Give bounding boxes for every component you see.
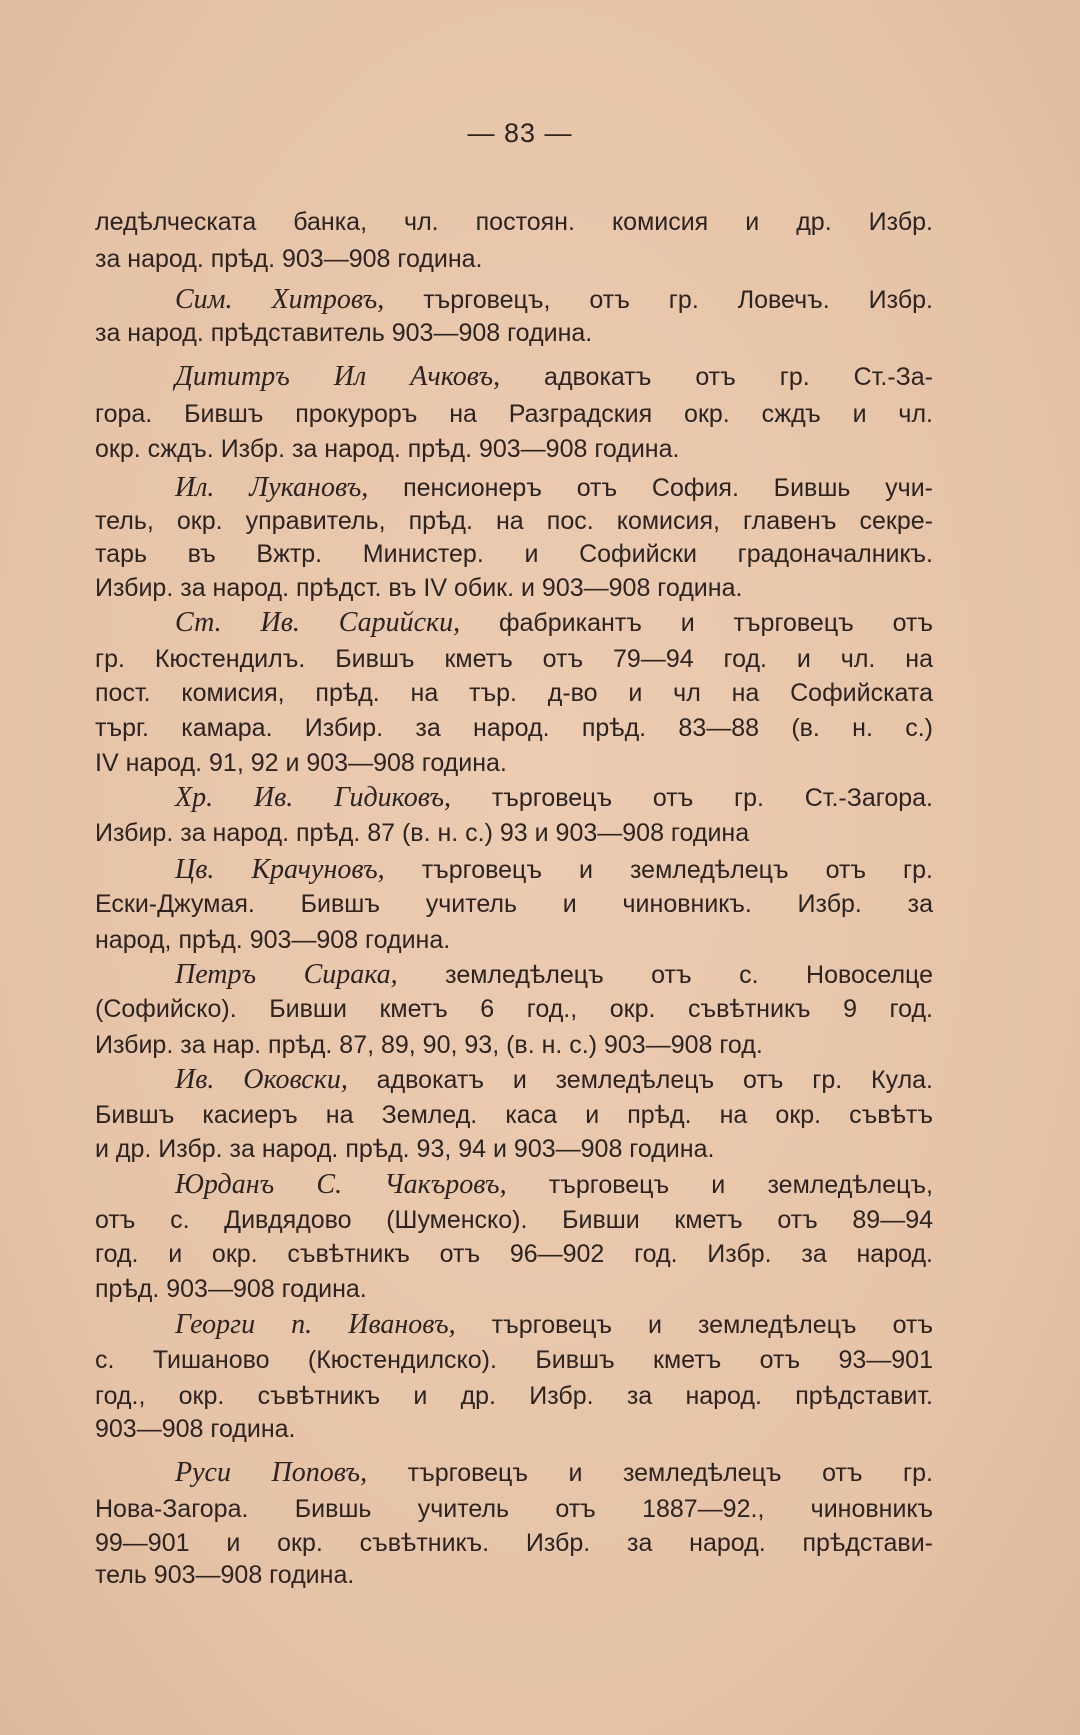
line-text: търговецъ и земледѣлецъ отъ гр. [421, 856, 933, 884]
text-line [95, 712, 933, 744]
text-line [95, 677, 933, 709]
text-line [175, 959, 933, 991]
line-text: адвокатъ отъ гр. Ст.-За- [544, 363, 933, 391]
person-name: Цв. Крачуновъ, [175, 854, 385, 885]
text-line [95, 243, 933, 275]
person-name: Юрданъ С. Чакъровъ, [175, 1169, 507, 1200]
text-line [95, 1527, 933, 1559]
text-line [95, 1133, 933, 1165]
text-line [175, 284, 933, 316]
text-line [175, 361, 933, 393]
line-text: отъ с. Дивдядово (Шуменско). Бивши кметъ отъ 89—94 [95, 1206, 933, 1234]
text-line [95, 1493, 933, 1525]
line-text: търг. камара. Избир. за народ. прѣд. 83—88 (в. н. с.) [95, 714, 933, 742]
person-name: Сим. Хитровъ, [175, 284, 385, 315]
text-line [95, 538, 933, 570]
text-line [95, 643, 933, 675]
line-text: търговецъ и земледѣлецъ отъ [491, 1311, 934, 1339]
person-name: Ив. Оковски, [175, 1064, 348, 1095]
line-text: гр. Кюстендилъ. Бившъ кметъ отъ 79—94 год. и чл. на [95, 645, 933, 673]
text-line [95, 206, 933, 238]
line-text: Бившъ касиеръ на Землед. каса и прѣд. на окр. съвѣтъ [95, 1101, 933, 1129]
line-text: с. Тишаново (Кюстендилско). Бившъ кметъ отъ 93—901 [95, 1346, 933, 1374]
line-text: и др. Избр. за народ. прѣд. 93, 94 и 903—908 година. [95, 1135, 715, 1163]
line-text: окр. сждъ. Избр. за народ. прѣд. 903—908 година. [95, 435, 680, 463]
line-text: прѣд. 903—908 година. [95, 1275, 367, 1303]
text-line [175, 472, 933, 504]
text-line [95, 924, 933, 956]
text-line [95, 398, 933, 430]
text-line [95, 747, 933, 779]
text-line [175, 854, 933, 886]
line-text: търговецъ и земледѣлецъ отъ гр. [407, 1459, 933, 1487]
line-text: тель 903—908 година. [95, 1561, 355, 1589]
line-text: IV народ. 91, 92 и 903—908 година. [95, 749, 507, 777]
text-line [95, 888, 933, 920]
line-text: Избир. за нар. прѣд. 87, 89, 90, 93, (в. н. с.) 903—908 год. [95, 1031, 763, 1059]
line-text: земледѣлецъ отъ с. Новоселце [445, 961, 933, 989]
line-text: Избир. за народ. прѣдст. въ IV обик. и 903—908 година. [95, 574, 743, 602]
person-name: Ст. Ив. Сарийски, [175, 607, 461, 638]
text-line [95, 1099, 933, 1131]
text-line [95, 1029, 933, 1061]
person-name: Ил. Лукановъ, [175, 472, 369, 503]
person-name: Георги п. Ивановъ, [175, 1309, 456, 1340]
person-name: Хр. Ив. Гидиковъ, [175, 782, 452, 813]
line-text: народ, прѣд. 903—908 година. [95, 926, 451, 954]
text-line [95, 1204, 933, 1236]
person-name: Дититръ Ил Ачковъ, [175, 361, 501, 392]
text-line [95, 1273, 933, 1305]
line-text: Ески-Джумая. Бившъ учитель и чиновникъ. Избр. за [95, 890, 933, 918]
text-line [95, 505, 933, 537]
text-line [95, 993, 933, 1025]
line-text: Нова-Загора. Бившь учитель отъ 1887—92., чиновникъ [95, 1495, 933, 1523]
text-line [95, 1344, 933, 1376]
person-name: Петръ Сирака, [175, 959, 398, 990]
line-text: пенсионеръ отъ София. Бившь учи- [403, 474, 933, 502]
line-text: год., окр. съвѣтникъ и др. Избр. за народ. прѣдставит. [95, 1382, 933, 1410]
line-text: фабрикантъ и търговецъ отъ [498, 609, 934, 637]
text-line [175, 1457, 933, 1489]
line-text: за народ. прѣд. 903—908 година. [95, 245, 483, 273]
line-text: търговецъ, отъ гр. Ловечъ. Избр. [423, 286, 933, 314]
text-line [175, 1064, 933, 1096]
line-text: за народ. прѣдставитель 903—908 година. [95, 319, 593, 347]
line-text: 99—901 и окр. съвѣтникъ. Избр. за народ. прѣдстави- [95, 1529, 933, 1557]
line-text: гора. Бившъ прокуроръ на Разградския окр. сждъ и чл. [95, 400, 933, 428]
line-text: тарь въ Вжтр. Министер. и Софийски градоначалникъ. [95, 540, 933, 568]
line-text: търговецъ и земледѣлецъ, [548, 1171, 933, 1199]
text-line [95, 1238, 933, 1270]
text-line [175, 1169, 933, 1201]
text-line [95, 572, 933, 604]
text-line [95, 1380, 933, 1412]
text-line [95, 1559, 933, 1591]
line-text: адвокатъ и земледѣлецъ отъ гр. Кула. [376, 1066, 934, 1094]
text-line [95, 433, 933, 465]
text-line [95, 1413, 933, 1445]
line-text: тель, окр. управитель, прѣд. на пос. комисия, главенъ секре- [95, 507, 933, 535]
line-text: пост. комисия, прѣд. на тър. д-во и чл на Софийската [95, 679, 933, 707]
person-name: Руси Поповъ, [175, 1457, 368, 1488]
text-line [175, 782, 933, 814]
line-text: (Софийско). Бивши кметъ 6 год., окр. съвѣтникъ 9 год. [95, 995, 933, 1023]
line-text: Избир. за народ. прѣд. 87 (в. н. с.) 93 и 903—908 година [95, 819, 750, 847]
line-text: 903—908 година. [95, 1415, 296, 1443]
line-text: търговецъ отъ гр. Ст.-Загора. [491, 784, 933, 812]
line-text: год. и окр. съвѣтникъ отъ 96—902 год. Избр. за народ. [95, 1240, 933, 1268]
text-line [95, 817, 933, 849]
text-line [175, 607, 933, 639]
page-number: — 83 — [467, 118, 573, 148]
line-text: ледѣлческата банка, чл. постоян. комисия и др. Избр. [95, 208, 933, 236]
text-line [175, 1309, 933, 1341]
text-line [95, 317, 933, 349]
